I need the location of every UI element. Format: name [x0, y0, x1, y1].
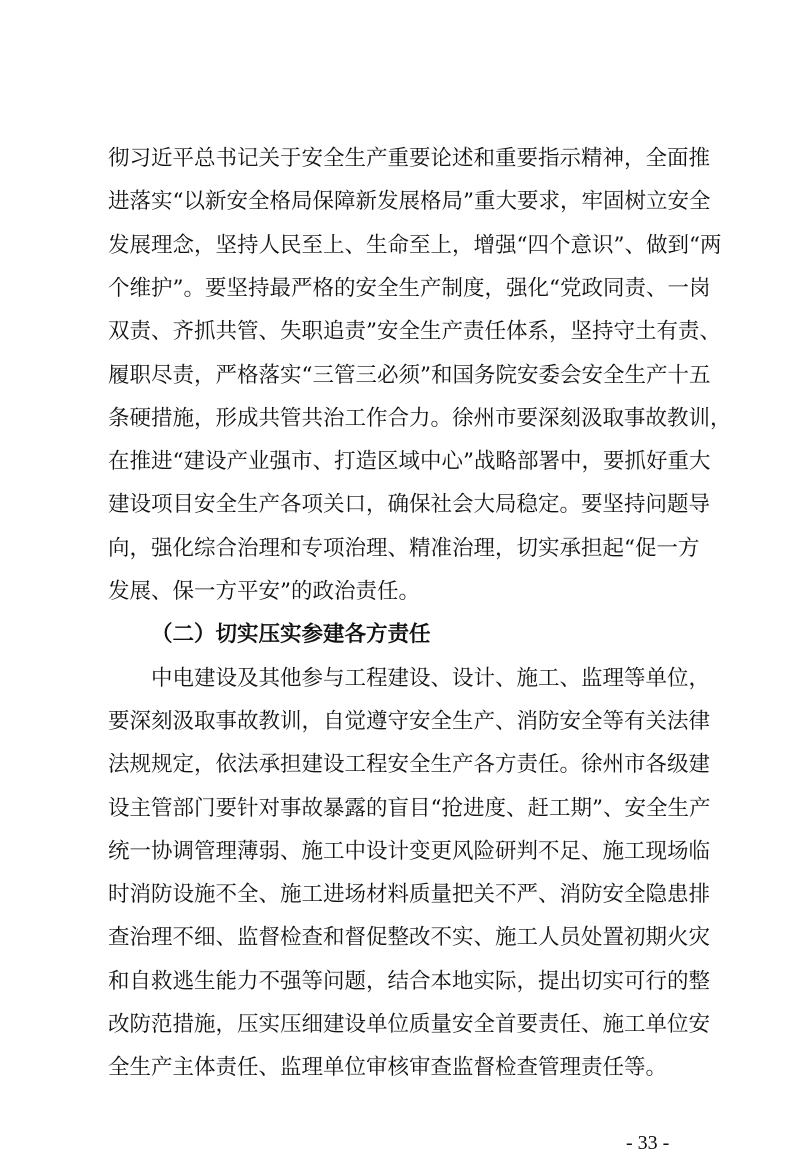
paragraph-line: 改防范措施，压实压细建设单位质量安全首要责任、施工单位安: [108, 1012, 711, 1037]
paragraph-line: 和自救逃生能力不强等问题，结合本地实际，提出切实可行的整: [108, 968, 711, 994]
paragraph-line: 发展、保一方平安”的政治责任。: [108, 579, 420, 604]
page-number: - 33 -: [626, 1131, 670, 1154]
paragraph-line: 在推进“建设产业强市、打造区域中心”战略部署中，要抓好重大: [108, 449, 711, 475]
paragraph-line: 中电建设及其他参与工程建设、设计、施工、监理等单位，: [151, 665, 711, 691]
paragraph-line: 发展理念，坚持人民至上、生命至上，增强“四个意识”、做到“两: [108, 232, 722, 258]
paragraph-line: 法规规定，依法承担建设工程安全生产各方责任。徐州市各级建: [108, 752, 711, 778]
paragraph-line: 进落实“以新安全格局保障新发展格局”重大要求，牢固树立安全: [108, 189, 711, 215]
paragraph-line: 履职尽责，严格落实“三管三必须”和国务院安委会安全生产十五: [108, 362, 711, 388]
paragraph-line: 双责、齐抓共管、失职追责”安全生产责任体系，坚持守土有责、: [108, 319, 721, 345]
section-heading: （二）切实压实参建各方责任: [151, 622, 431, 648]
paragraph-line: 时消防设施不全、施工进场材料质量把关不严、消防安全隐患排: [108, 882, 711, 908]
paragraph-line: 个维护”。要坚持最严格的安全生产制度，强化“党政同责、一岗: [108, 275, 711, 301]
paragraph-line: 查治理不细、监督检查和督促整改不实、施工人员处置初期火灾: [108, 925, 711, 951]
paragraph-line: 条硬措施，形成共管共治工作合力。徐州市要深刻汲取事故教训，: [108, 405, 732, 431]
paragraph-line: 彻习近平总书记关于安全生产重要论述和重要指示精神，全面推: [108, 146, 711, 171]
paragraph-line: 向，强化综合治理和专项治理、精准治理，切实承担起“促一方: [108, 535, 700, 561]
paragraph-line: 全生产主体责任、监理单位审核审查监督检查管理责任等。: [108, 1055, 668, 1081]
paragraph-line: 要深刻汲取事故教训，自觉遵守安全生产、消防安全等有关法律: [108, 708, 711, 734]
paragraph-line: 设主管部门要针对事故暴露的盲目“抢进度、赶工期”、安全生产: [108, 795, 711, 821]
paragraph-line: 建设项目安全生产各项关口，确保社会大局稳定。要坚持问题导: [108, 492, 711, 518]
paragraph-line: 统一协调管理薄弱、施工中设计变更风险研判不足、施工现场临: [108, 838, 711, 864]
